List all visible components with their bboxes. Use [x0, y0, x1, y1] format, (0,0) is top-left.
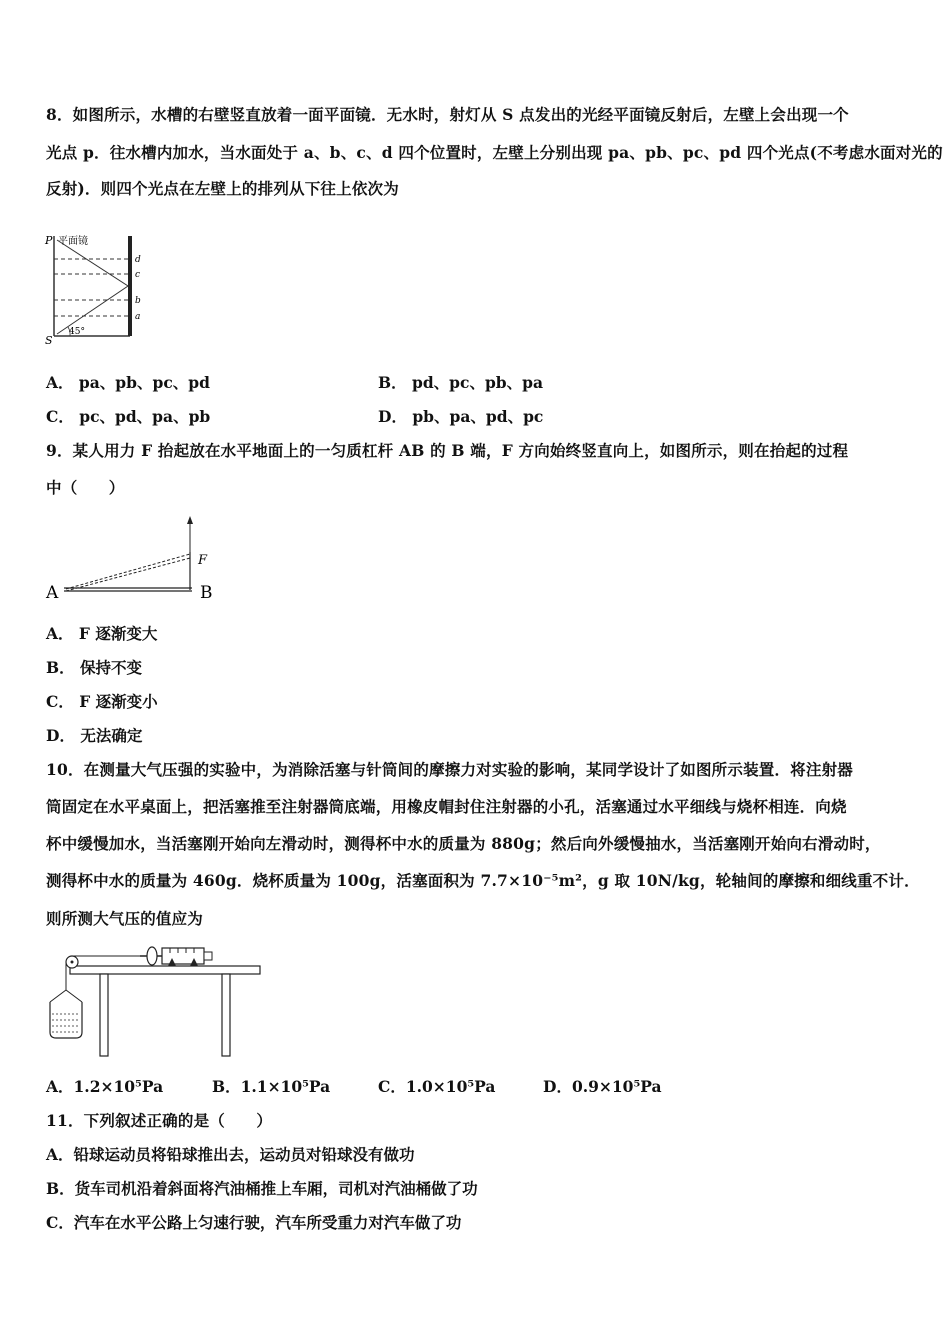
q9-option-a[interactable]: A． F 逐渐变大: [46, 624, 158, 643]
q10-option-a[interactable]: A．1.2×10⁵Pa: [46, 1077, 164, 1096]
q9-lever-figure: [44, 512, 224, 604]
q9-option-b[interactable]: B． 保持不变: [46, 658, 142, 677]
q8-label-angle: 45°: [69, 327, 85, 337]
q8-option-c[interactable]: C． pc、pd、pa、pb: [46, 407, 211, 426]
q8-label-d: d: [135, 255, 141, 265]
q8-option-d[interactable]: D． pb、pa、pd、pc: [378, 407, 544, 426]
q10-stem-line-4: 测得杯中水的质量为 460g．烧杯质量为 100g，活塞面积为 7.7×10⁻⁵m²，g 取 10N/kg，轮轴间的摩擦和细线重不计．: [46, 871, 920, 890]
q9-label-a: A: [46, 583, 59, 603]
q9-label-f: F: [198, 553, 208, 568]
q9-label-b: B: [200, 583, 213, 603]
q8-label-p: P: [45, 234, 53, 247]
q8-stem-line-1: 8．如图所示，水槽的右壁竖直放着一面平面镜．无水时，射灯从 S 点发出的光经平面镜反射后，左壁上会出现一个: [46, 105, 849, 124]
q8-label-mirror: 平面镜: [58, 236, 88, 247]
q11-option-c[interactable]: C．汽车在水平公路上匀速行驶，汽车所受重力对汽车做了功: [46, 1213, 462, 1232]
q8-label-s: S: [45, 334, 53, 346]
q10-stem-line-5: 则所测大气压的值应为: [46, 909, 204, 928]
q8-stem-line-3: 反射)．则四个光点在左壁上的排列从下往上依次为: [46, 179, 399, 198]
q8-water-tank-figure: [44, 228, 156, 346]
q11-stem: 11．下列叙述正确的是（ ）: [46, 1111, 273, 1130]
q10-stem-line-1: 10．在测量大气压强的实验中，为消除活塞与针筒间的摩擦力对实验的影响，某同学设计了如图所示装置．将注射器: [46, 760, 853, 779]
q8-label-b: b: [135, 296, 141, 306]
q10-stem-line-3: 杯中缓慢加水，当活塞刚开始向左滑动时，测得杯中水的质量为 880g；然后向外缓慢抽水，当活塞刚开始向右滑动时，: [46, 834, 881, 853]
q11-option-b[interactable]: B．货车司机沿着斜面将汽油桶推上车厢，司机对汽油桶做了功: [46, 1179, 478, 1198]
q9-option-c[interactable]: C． F 逐渐变小: [46, 692, 158, 711]
q10-stem-line-2: 筒固定在水平桌面上，把活塞推至注射器筒底端，用橡皮帽封住注射器的小孔，活塞通过水平细线与烧杯相连．向烧: [46, 797, 847, 816]
q10-option-d[interactable]: D．0.9×10⁵Pa: [543, 1077, 662, 1096]
q9-option-d[interactable]: D． 无法确定: [46, 726, 143, 745]
q10-option-c[interactable]: C．1.0×10⁵Pa: [378, 1077, 496, 1096]
q8-label-c: c: [135, 270, 141, 280]
q10-syringe-apparatus-figure: [44, 940, 266, 1060]
q9-stem-line-1: 9．某人用力 F 抬起放在水平地面上的一匀质杠杆 AB 的 B 端，F 方向始终竖直向上，如图所示，则在抬起的过程: [46, 441, 849, 460]
q11-option-a[interactable]: A．铅球运动员将铅球推出去，运动员对铅球没有做功: [46, 1145, 415, 1164]
q10-option-b[interactable]: B．1.1×10⁵Pa: [212, 1077, 331, 1096]
q8-stem-line-2: 光点 p．往水槽内加水，当水面处于 a、b、c、d 四个位置时，左壁上分别出现 pa、pb、pc、pd 四个光点(不考虑水面对光的: [46, 143, 943, 162]
q8-option-a[interactable]: A． pa、pb、pc、pd: [46, 373, 210, 392]
q9-stem-line-2: 中（ ）: [46, 478, 125, 497]
q8-label-a: a: [135, 312, 141, 322]
q8-option-b[interactable]: B． pd、pc、pb、pa: [378, 373, 544, 392]
